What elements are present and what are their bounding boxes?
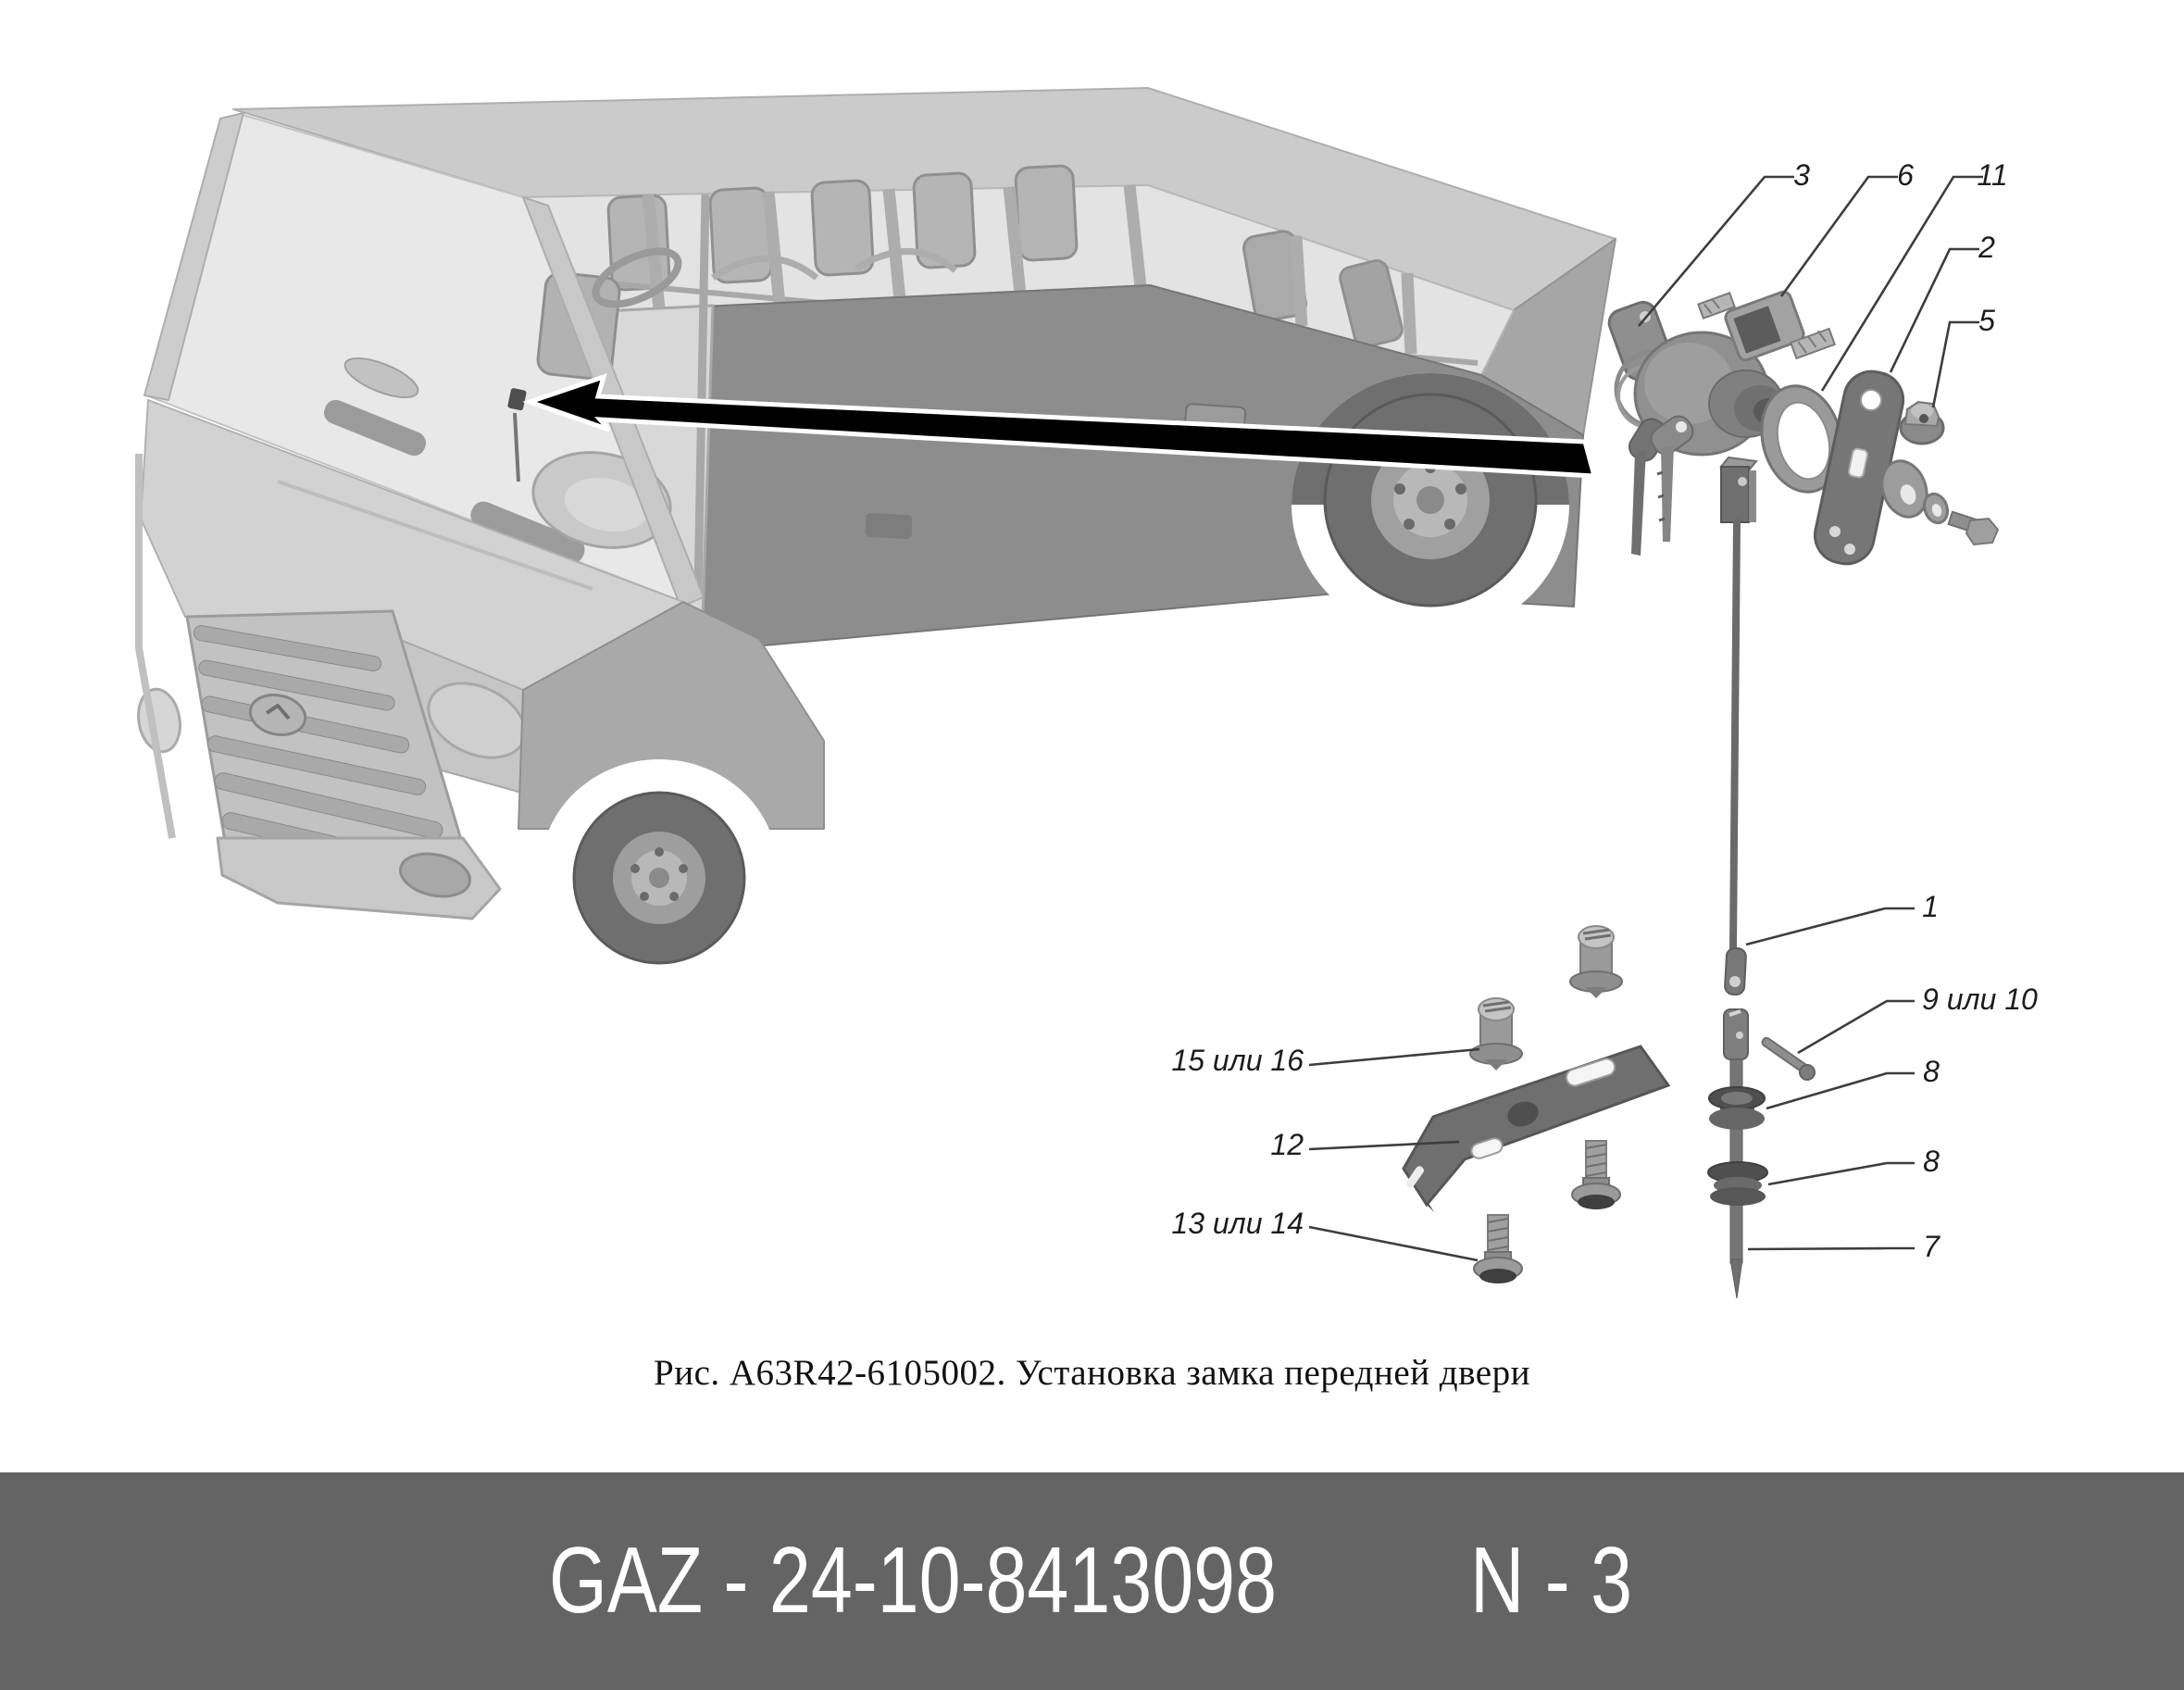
part-bolts-13-14 xyxy=(1474,1141,1620,1283)
callout-label-11: 11 xyxy=(1977,158,2008,192)
leader-line-5 xyxy=(1933,322,1979,407)
side-seam xyxy=(865,513,912,540)
footer-page-number: N - 3 xyxy=(1470,1529,1633,1633)
leader-line-2 xyxy=(1891,249,1979,372)
front-bumper xyxy=(218,838,500,919)
leader-line-8b xyxy=(1768,1163,1915,1184)
footer-bar xyxy=(0,1472,2184,1690)
leader-line-9-10 xyxy=(1798,1001,1915,1053)
footer-part-number: GAZ - 24-10-8413098 xyxy=(549,1529,1278,1633)
callout-label-3: 3 xyxy=(1793,158,1810,192)
figure-caption: Рис. А63R42-6105002. Установка замка передней двери xyxy=(654,1353,1530,1393)
leader-line-13-14 xyxy=(1309,1227,1478,1260)
callout-label-2: 2 xyxy=(1978,231,1995,264)
part-washers-bolt xyxy=(1875,455,1998,545)
part-nut-5 xyxy=(1901,402,1943,444)
leader-line-15-16 xyxy=(1309,1049,1479,1065)
leader-line-1 xyxy=(1746,908,1915,945)
callout-label-13-14: 13 или 14 xyxy=(1171,1207,1304,1240)
callout-label-9-10: 9 или 10 xyxy=(1922,983,2038,1016)
callout-label-15-16: 15 или 16 xyxy=(1171,1044,1304,1077)
part-rivets-15-16 xyxy=(1470,926,1622,1070)
callout-label-5: 5 xyxy=(1978,304,1995,337)
rear-wheel xyxy=(1292,373,1569,636)
part-plate-12 xyxy=(1404,1046,1668,1212)
part-grommet-8b xyxy=(1708,1162,1767,1206)
part-rod-7 xyxy=(1724,1009,1748,1298)
keys xyxy=(1625,412,1697,556)
leader-line-7 xyxy=(1748,1248,1915,1249)
callout-label-12: 12 xyxy=(1270,1128,1304,1161)
part-pin-9-10 xyxy=(1761,1036,1815,1080)
front-wheel xyxy=(541,759,778,982)
part-rod-1 xyxy=(1721,457,1756,995)
callout-label-1: 1 xyxy=(1922,890,1939,923)
part-grommet-8a xyxy=(1709,1087,1765,1130)
vehicle-illustration xyxy=(133,88,1616,982)
leader-line-8a xyxy=(1766,1073,1915,1108)
callout-label-8a: 8 xyxy=(1923,1055,1940,1088)
leader-line-6 xyxy=(1781,177,1898,296)
callout-label-7: 7 xyxy=(1923,1230,1940,1263)
callout-label-6: 6 xyxy=(1897,158,1914,192)
callout-label-8b: 8 xyxy=(1923,1145,1940,1178)
